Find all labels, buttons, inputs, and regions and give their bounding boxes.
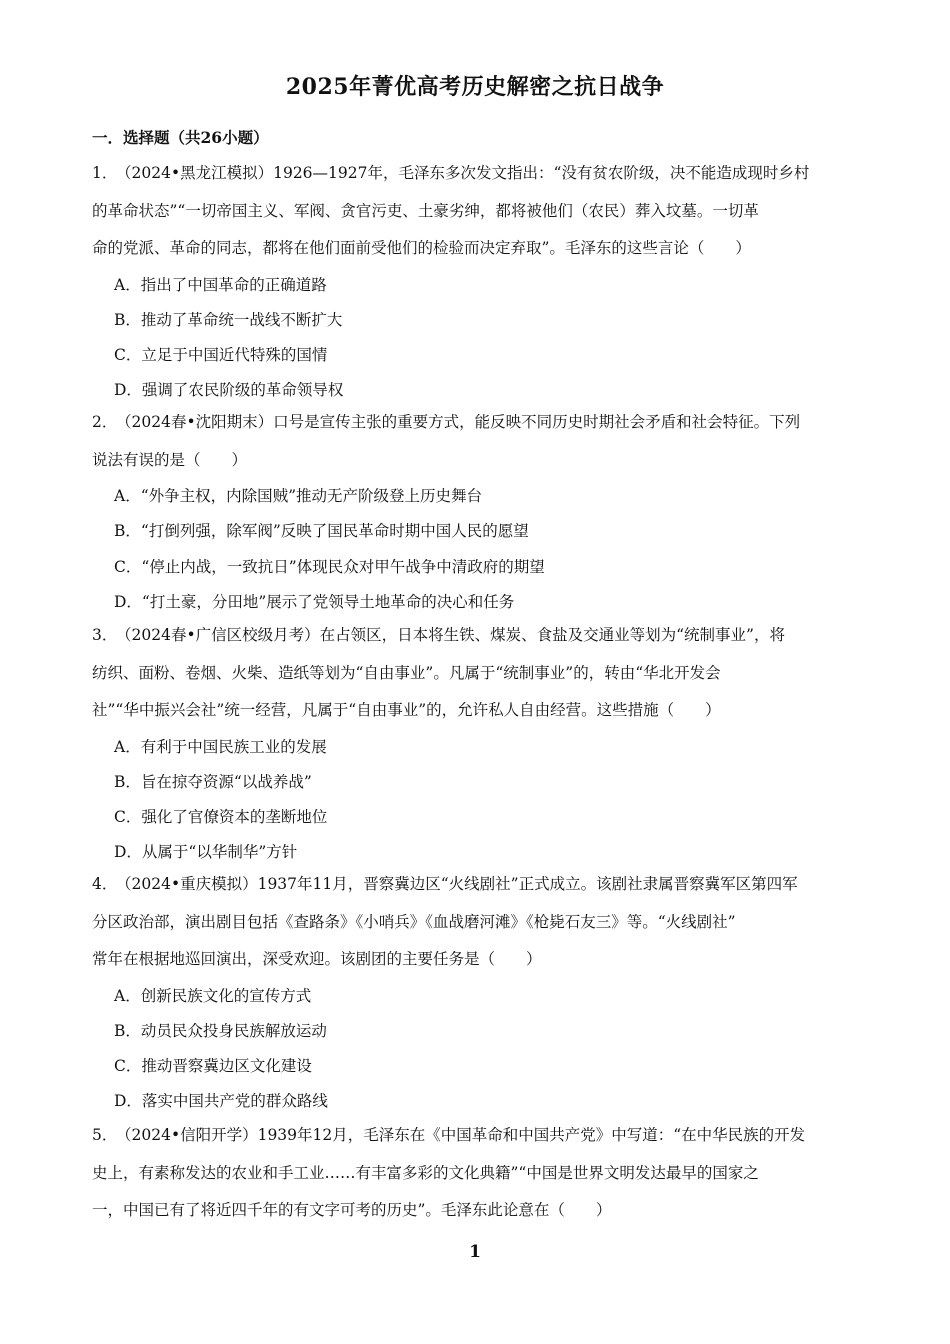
question-text-line: 纺织、面粉、卷烟、火柴、造纸等划为“自由事业”。凡属于“统制事业”的，转由“华北开发会 bbox=[92, 663, 721, 682]
answer-option: B．“打倒列强，除军阀”反映了国民革命时期中国人民的愿望 bbox=[114, 522, 529, 541]
question-number: 2． bbox=[92, 413, 118, 431]
question-text-line: 说法有误的是（ ） bbox=[92, 450, 248, 469]
document-title: 2025年菁优高考历史解密之抗日战争 bbox=[285, 74, 665, 100]
question-4 bbox=[92, 866, 872, 1120]
answer-option: C．强化了官僚资本的垄断地位 bbox=[114, 808, 328, 827]
answer-option: D．“打土豪，分田地”展示了党领导土地革命的决心和任务 bbox=[114, 592, 515, 611]
question-2 bbox=[92, 404, 872, 620]
question-number: 5． bbox=[92, 1126, 118, 1144]
question-number: 3． bbox=[92, 626, 118, 644]
answer-option: D．落实中国共产党的群众路线 bbox=[114, 1092, 328, 1111]
page-number: 1 bbox=[469, 1242, 481, 1262]
question-text-line: 的革命状态”“一切帝国主义、军阀、贪官污吏、土豪劣绅，都将被他们（农民）葬入坟墓。一切革 bbox=[92, 201, 759, 220]
question-text-line: （2024•信阳开学）1939年12月，毛泽东在《中国革命和中国共产党》中写道：“在中华民族的开发 bbox=[116, 1126, 806, 1144]
question-1 bbox=[92, 155, 872, 409]
answer-option: A．指出了中国革命的正确道路 bbox=[114, 275, 327, 294]
answer-option: D．从属于“以华制华”方针 bbox=[114, 843, 298, 862]
answer-option: B．动员民众投身民族解放运动 bbox=[114, 1021, 327, 1040]
question-text-line: 命的党派、革命的同志，都将在他们面前受他们的检验而决定弃取”。毛泽东的这些言论（ ） bbox=[92, 239, 751, 257]
question-number: 4． bbox=[92, 875, 118, 893]
question-text-line: （2024•重庆模拟）1937年11月，晋察冀边区“火线剧社”正式成立。该剧社隶属晋察冀军区第四军 bbox=[116, 875, 798, 893]
question-text-line: （2024春•广信区校级月考）在占领区，日本将生铁、煤炭、食盐及交通业等划为“统制事业”，将 bbox=[116, 626, 785, 644]
answer-option: C．立足于中国近代特殊的国情 bbox=[114, 346, 328, 365]
answer-options bbox=[114, 479, 872, 620]
question-text-line: 社”“华中振兴会社”统一经营，凡属于“自由事业”的，允许私人自由经营。这些措施（ ） bbox=[92, 701, 721, 719]
question-text-line: 常年在根据地巡回演出，深受欢迎。该剧团的主要任务是（ ） bbox=[92, 950, 542, 968]
answer-option: B．旨在掠夺资源“以战养战” bbox=[114, 772, 312, 791]
answer-option: C．推动晋察冀边区文化建设 bbox=[114, 1057, 312, 1076]
question-3 bbox=[92, 617, 872, 871]
answer-option: D．强调了农民阶级的革命领导权 bbox=[114, 381, 344, 400]
answer-option: A．有利于中国民族工业的发展 bbox=[114, 737, 327, 756]
answer-option: B．推动了革命统一战线不断扩大 bbox=[114, 310, 343, 329]
question-number: 1． bbox=[92, 164, 118, 182]
question-text-line: 分区政治部，演出剧目包括《查路条》《小哨兵》《血战磨河滩》《枪毙石友三》等。“火线剧社” bbox=[92, 912, 736, 931]
answer-option: C．“停止内战，一致抗日”体现民众对甲午战争中清政府的期望 bbox=[114, 557, 545, 576]
answer-option: A．“外争主权，内除国贼”推动无产阶级登上历史舞台 bbox=[114, 487, 483, 505]
answer-option: A．创新民族文化的宣传方式 bbox=[114, 986, 312, 1005]
question-5 bbox=[92, 1117, 872, 1230]
section-heading: 一．选择题（共26小题） bbox=[92, 128, 269, 147]
question-text-line: （2024春•沈阳期末）口号是宣传主张的重要方式，能反映不同历史时期社会矛盾和社会特征。下列 bbox=[116, 413, 801, 431]
answer-options bbox=[114, 730, 872, 871]
answer-options bbox=[114, 268, 872, 409]
answer-options bbox=[114, 979, 872, 1120]
question-text-line: 一，中国已有了将近四千年的有文字可考的历史”。毛泽东此论意在（ ） bbox=[92, 1201, 612, 1219]
question-text-line: 史上，有素称发达的农业和手工业……有丰富多彩的文化典籍”“中国是世界文明发达最早的国家之 bbox=[92, 1163, 759, 1182]
question-text-line: （2024•黑龙江模拟）1926—1927年，毛泽东多次发文指出：“没有贫农阶级，决不能造成现时乡村 bbox=[116, 164, 810, 182]
